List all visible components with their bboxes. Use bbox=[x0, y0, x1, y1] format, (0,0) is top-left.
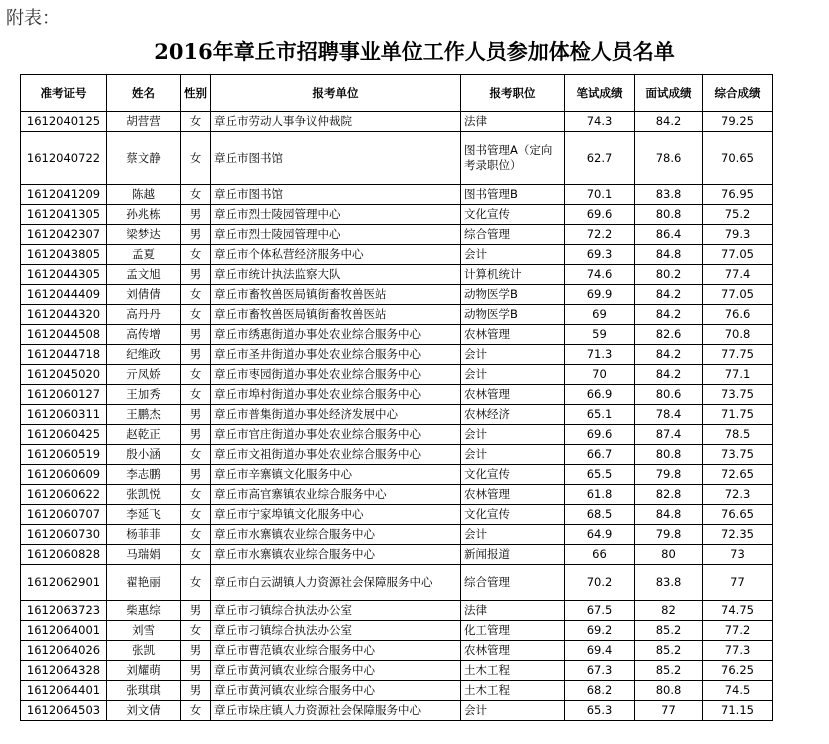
cell-interview-score: 79.8 bbox=[635, 465, 703, 485]
cell-exam-number: 1612060425 bbox=[21, 425, 107, 445]
cell-total-score: 75.2 bbox=[703, 205, 773, 225]
cell-interview-score: 87.4 bbox=[635, 425, 703, 445]
cell-unit: 章丘市烈士陵园管理中心 bbox=[211, 205, 461, 225]
cell-position: 动物医学B bbox=[461, 285, 565, 305]
cell-exam-number: 1612042307 bbox=[21, 225, 107, 245]
cell-written-score: 64.9 bbox=[565, 525, 635, 545]
table-row bbox=[21, 205, 773, 225]
cell-position: 农林管理 bbox=[461, 325, 565, 345]
cell-unit: 章丘市刁镇综合执法办公室 bbox=[211, 621, 461, 641]
cell-unit: 章丘市烈士陵园管理中心 bbox=[211, 225, 461, 245]
cell-interview-score: 82.8 bbox=[635, 485, 703, 505]
cell-interview-score: 78.6 bbox=[635, 132, 703, 185]
cell-gender: 女 bbox=[181, 545, 211, 565]
cell-name: 高传增 bbox=[107, 325, 181, 345]
cell-name: 李志鹏 bbox=[107, 465, 181, 485]
cell-gender: 男 bbox=[181, 225, 211, 245]
cell-interview-score: 84.2 bbox=[635, 365, 703, 385]
cell-gender: 女 bbox=[181, 385, 211, 405]
cell-written-score: 65.5 bbox=[565, 465, 635, 485]
cell-interview-score: 79.8 bbox=[635, 525, 703, 545]
cell-total-score: 77.2 bbox=[703, 621, 773, 641]
cell-total-score: 76.65 bbox=[703, 505, 773, 525]
cell-gender: 男 bbox=[181, 345, 211, 365]
cell-gender: 女 bbox=[181, 445, 211, 465]
cell-exam-number: 1612044409 bbox=[21, 285, 107, 305]
cell-written-score: 69 bbox=[565, 305, 635, 325]
cell-interview-score: 80.2 bbox=[635, 265, 703, 285]
cell-name: 胡营营 bbox=[107, 112, 181, 132]
cell-written-score: 70 bbox=[565, 365, 635, 385]
cell-exam-number: 1612043805 bbox=[21, 245, 107, 265]
cell-gender: 男 bbox=[181, 681, 211, 701]
cell-name: 刘文倩 bbox=[107, 701, 181, 721]
cell-gender: 女 bbox=[181, 132, 211, 185]
cell-written-score: 61.8 bbox=[565, 485, 635, 505]
cell-unit: 章丘市统计执法监察大队 bbox=[211, 265, 461, 285]
cell-unit: 章丘市曹范镇农业综合服务中心 bbox=[211, 641, 461, 661]
cell-position: 动物医学B bbox=[461, 305, 565, 325]
cell-gender: 女 bbox=[181, 621, 211, 641]
cell-interview-score: 85.2 bbox=[635, 621, 703, 641]
cell-total-score: 73.75 bbox=[703, 385, 773, 405]
cell-unit: 章丘市圣井街道办事处农业综合服务中心 bbox=[211, 345, 461, 365]
table-row bbox=[21, 385, 773, 405]
cell-position: 综合管理 bbox=[461, 225, 565, 245]
cell-gender: 男 bbox=[181, 601, 211, 621]
table-row bbox=[21, 345, 773, 365]
cell-exam-number: 1612060127 bbox=[21, 385, 107, 405]
cell-exam-number: 1612060519 bbox=[21, 445, 107, 465]
cell-gender: 女 bbox=[181, 305, 211, 325]
cell-interview-score: 77 bbox=[635, 701, 703, 721]
cell-name: 张凯 bbox=[107, 641, 181, 661]
cell-exam-number: 1612041209 bbox=[21, 185, 107, 205]
cell-written-score: 69.6 bbox=[565, 425, 635, 445]
header-total-score: 综合成绩 bbox=[703, 75, 773, 112]
cell-written-score: 59 bbox=[565, 325, 635, 345]
cell-exam-number: 1612041305 bbox=[21, 205, 107, 225]
cell-interview-score: 83.8 bbox=[635, 565, 703, 601]
cell-interview-score: 84.2 bbox=[635, 285, 703, 305]
table-row bbox=[21, 621, 773, 641]
cell-gender: 女 bbox=[181, 365, 211, 385]
cell-unit: 章丘市宁家埠镇文化服务中心 bbox=[211, 505, 461, 525]
cell-interview-score: 82.6 bbox=[635, 325, 703, 345]
cell-written-score: 74.3 bbox=[565, 112, 635, 132]
cell-written-score: 70.2 bbox=[565, 565, 635, 601]
cell-name: 柴惠综 bbox=[107, 601, 181, 621]
cell-gender: 男 bbox=[181, 205, 211, 225]
cell-written-score: 68.5 bbox=[565, 505, 635, 525]
cell-name: 亓凤娇 bbox=[107, 365, 181, 385]
table-header-row bbox=[21, 75, 773, 112]
table-row bbox=[21, 425, 773, 445]
cell-unit: 章丘市刁镇综合执法办公室 bbox=[211, 601, 461, 621]
cell-unit: 章丘市埠村街道办事处农业综合服务中心 bbox=[211, 385, 461, 405]
cell-total-score: 74.5 bbox=[703, 681, 773, 701]
cell-total-score: 72.35 bbox=[703, 525, 773, 545]
cell-name: 陈越 bbox=[107, 185, 181, 205]
cell-gender: 男 bbox=[181, 465, 211, 485]
cell-exam-number: 1612063723 bbox=[21, 601, 107, 621]
header-unit: 报考单位 bbox=[211, 75, 461, 112]
cell-written-score: 69.4 bbox=[565, 641, 635, 661]
cell-total-score: 70.8 bbox=[703, 325, 773, 345]
cell-unit: 章丘市水寨镇农业综合服务中心 bbox=[211, 545, 461, 565]
cell-interview-score: 80.8 bbox=[635, 205, 703, 225]
cell-written-score: 70.1 bbox=[565, 185, 635, 205]
cell-interview-score: 85.2 bbox=[635, 661, 703, 681]
cell-gender: 女 bbox=[181, 245, 211, 265]
cell-name: 殷小涵 bbox=[107, 445, 181, 465]
cell-name: 张琪琪 bbox=[107, 681, 181, 701]
cell-total-score: 77.4 bbox=[703, 265, 773, 285]
cell-name: 李延飞 bbox=[107, 505, 181, 525]
cell-interview-score: 80.6 bbox=[635, 385, 703, 405]
cell-total-score: 72.65 bbox=[703, 465, 773, 485]
cell-name: 翟艳丽 bbox=[107, 565, 181, 601]
cell-written-score: 74.6 bbox=[565, 265, 635, 285]
table-row bbox=[21, 225, 773, 245]
table-row bbox=[21, 305, 773, 325]
table-row bbox=[21, 641, 773, 661]
cell-total-score: 72.3 bbox=[703, 485, 773, 505]
table-row bbox=[21, 701, 773, 721]
table-row bbox=[21, 245, 773, 265]
cell-total-score: 73.75 bbox=[703, 445, 773, 465]
cell-total-score: 77.3 bbox=[703, 641, 773, 661]
table-row bbox=[21, 265, 773, 285]
cell-exam-number: 1612044718 bbox=[21, 345, 107, 365]
candidate-table bbox=[20, 74, 773, 721]
cell-position: 法律 bbox=[461, 601, 565, 621]
cell-name: 刘倩倩 bbox=[107, 285, 181, 305]
header-position: 报考职位 bbox=[461, 75, 565, 112]
table-row bbox=[21, 112, 773, 132]
cell-written-score: 69.9 bbox=[565, 285, 635, 305]
cell-name: 刘耀萌 bbox=[107, 661, 181, 681]
table-row bbox=[21, 445, 773, 465]
cell-position: 综合管理 bbox=[461, 565, 565, 601]
cell-position: 会计 bbox=[461, 245, 565, 265]
cell-gender: 女 bbox=[181, 565, 211, 601]
cell-name: 高丹丹 bbox=[107, 305, 181, 325]
cell-total-score: 78.5 bbox=[703, 425, 773, 445]
cell-position: 文化宣传 bbox=[461, 205, 565, 225]
cell-unit: 章丘市黄河镇农业综合服务中心 bbox=[211, 661, 461, 681]
cell-unit: 章丘市劳动人事争议仲裁院 bbox=[211, 112, 461, 132]
table-row bbox=[21, 285, 773, 305]
cell-written-score: 65.3 bbox=[565, 701, 635, 721]
cell-interview-score: 84.8 bbox=[635, 505, 703, 525]
cell-unit: 章丘市黄河镇农业综合服务中心 bbox=[211, 681, 461, 701]
cell-interview-score: 84.2 bbox=[635, 345, 703, 365]
cell-written-score: 66.9 bbox=[565, 385, 635, 405]
cell-unit: 章丘市畜牧兽医局镇街畜牧兽医站 bbox=[211, 285, 461, 305]
table-row bbox=[21, 405, 773, 425]
cell-gender: 女 bbox=[181, 701, 211, 721]
cell-gender: 女 bbox=[181, 112, 211, 132]
table-row bbox=[21, 525, 773, 545]
cell-unit: 章丘市个体私营经济服务中心 bbox=[211, 245, 461, 265]
cell-exam-number: 1612060828 bbox=[21, 545, 107, 565]
cell-exam-number: 1612044305 bbox=[21, 265, 107, 285]
cell-interview-score: 85.2 bbox=[635, 641, 703, 661]
cell-name: 赵乾正 bbox=[107, 425, 181, 445]
cell-position: 农林管理 bbox=[461, 385, 565, 405]
table-row bbox=[21, 465, 773, 485]
cell-gender: 女 bbox=[181, 285, 211, 305]
cell-total-score: 76.95 bbox=[703, 185, 773, 205]
cell-exam-number: 1612040722 bbox=[21, 132, 107, 185]
cell-written-score: 67.5 bbox=[565, 601, 635, 621]
cell-position: 图书管理A（定向考录职位） bbox=[461, 132, 565, 185]
cell-gender: 男 bbox=[181, 425, 211, 445]
cell-gender: 女 bbox=[181, 525, 211, 545]
table-row bbox=[21, 681, 773, 701]
cell-position: 文化宣传 bbox=[461, 465, 565, 485]
cell-written-score: 69.3 bbox=[565, 245, 635, 265]
cell-position: 化工管理 bbox=[461, 621, 565, 641]
cell-position: 农林经济 bbox=[461, 405, 565, 425]
cell-exam-number: 1612060730 bbox=[21, 525, 107, 545]
cell-written-score: 69.6 bbox=[565, 205, 635, 225]
cell-exam-number: 1612064026 bbox=[21, 641, 107, 661]
cell-exam-number: 1612064001 bbox=[21, 621, 107, 641]
cell-written-score: 68.2 bbox=[565, 681, 635, 701]
cell-gender: 女 bbox=[181, 485, 211, 505]
cell-position: 农林管理 bbox=[461, 641, 565, 661]
cell-exam-number: 1612044508 bbox=[21, 325, 107, 345]
cell-interview-score: 86.4 bbox=[635, 225, 703, 245]
cell-unit: 章丘市水寨镇农业综合服务中心 bbox=[211, 525, 461, 545]
cell-written-score: 65.1 bbox=[565, 405, 635, 425]
cell-gender: 男 bbox=[181, 641, 211, 661]
table-row bbox=[21, 545, 773, 565]
cell-exam-number: 1612060622 bbox=[21, 485, 107, 505]
cell-gender: 女 bbox=[181, 505, 211, 525]
cell-interview-score: 80.8 bbox=[635, 681, 703, 701]
cell-total-score: 77.1 bbox=[703, 365, 773, 385]
cell-written-score: 62.7 bbox=[565, 132, 635, 185]
table-row bbox=[21, 185, 773, 205]
cell-interview-score: 80 bbox=[635, 545, 703, 565]
cell-exam-number: 1612060311 bbox=[21, 405, 107, 425]
cell-gender: 女 bbox=[181, 185, 211, 205]
cell-unit: 章丘市枣园街道办事处农业综合服务中心 bbox=[211, 365, 461, 385]
cell-exam-number: 1612062901 bbox=[21, 565, 107, 601]
header-gender: 性别 bbox=[181, 75, 211, 112]
cell-name: 孟夏 bbox=[107, 245, 181, 265]
cell-name: 孙兆栋 bbox=[107, 205, 181, 225]
header-name: 姓名 bbox=[107, 75, 181, 112]
cell-exam-number: 1612064503 bbox=[21, 701, 107, 721]
cell-total-score: 77 bbox=[703, 565, 773, 601]
cell-written-score: 66.7 bbox=[565, 445, 635, 465]
cell-unit: 章丘市白云湖镇人力资源社会保障服务中心 bbox=[211, 565, 461, 601]
cell-exam-number: 1612060707 bbox=[21, 505, 107, 525]
cell-gender: 男 bbox=[181, 405, 211, 425]
table-row bbox=[21, 485, 773, 505]
cell-position: 会计 bbox=[461, 525, 565, 545]
cell-position: 图书管理B bbox=[461, 185, 565, 205]
cell-name: 孟文旭 bbox=[107, 265, 181, 285]
cell-total-score: 74.75 bbox=[703, 601, 773, 621]
cell-total-score: 70.65 bbox=[703, 132, 773, 185]
cell-name: 杨菲菲 bbox=[107, 525, 181, 545]
cell-name: 马瑞娟 bbox=[107, 545, 181, 565]
table-row bbox=[21, 325, 773, 345]
table-row bbox=[21, 505, 773, 525]
cell-total-score: 71.15 bbox=[703, 701, 773, 721]
cell-unit: 章丘市绣惠街道办事处农业综合服务中心 bbox=[211, 325, 461, 345]
cell-name: 纪维政 bbox=[107, 345, 181, 365]
cell-total-score: 76.6 bbox=[703, 305, 773, 325]
cell-gender: 男 bbox=[181, 265, 211, 285]
cell-total-score: 79.25 bbox=[703, 112, 773, 132]
cell-unit: 章丘市畜牧兽医局镇街畜牧兽医站 bbox=[211, 305, 461, 325]
table-row bbox=[21, 565, 773, 601]
cell-unit: 章丘市高官寨镇农业综合服务中心 bbox=[211, 485, 461, 505]
cell-interview-score: 84.2 bbox=[635, 305, 703, 325]
page-title: 2016年章丘市招聘事业单位工作人员参加体检人员名单 bbox=[154, 39, 675, 64]
cell-position: 会计 bbox=[461, 425, 565, 445]
cell-exam-number: 1612040125 bbox=[21, 112, 107, 132]
cell-exam-number: 1612064328 bbox=[21, 661, 107, 681]
cell-exam-number: 1612060609 bbox=[21, 465, 107, 485]
cell-name: 王鹏杰 bbox=[107, 405, 181, 425]
cell-total-score: 77.05 bbox=[703, 245, 773, 265]
cell-unit: 章丘市普集街道办事处经济发展中心 bbox=[211, 405, 461, 425]
cell-exam-number: 1612064401 bbox=[21, 681, 107, 701]
cell-unit: 章丘市文祖街道办事处农业综合服务中心 bbox=[211, 445, 461, 465]
cell-interview-score: 78.4 bbox=[635, 405, 703, 425]
cell-total-score: 71.75 bbox=[703, 405, 773, 425]
cell-position: 新闻报道 bbox=[461, 545, 565, 565]
cell-interview-score: 83.8 bbox=[635, 185, 703, 205]
cell-unit: 章丘市垛庄镇人力资源社会保障服务中心 bbox=[211, 701, 461, 721]
cell-position: 土木工程 bbox=[461, 661, 565, 681]
cell-unit: 章丘市图书馆 bbox=[211, 132, 461, 185]
cell-position: 会计 bbox=[461, 365, 565, 385]
cell-name: 蔡文静 bbox=[107, 132, 181, 185]
table-row bbox=[21, 661, 773, 681]
cell-unit: 章丘市图书馆 bbox=[211, 185, 461, 205]
cell-exam-number: 1612044320 bbox=[21, 305, 107, 325]
cell-name: 梁梦达 bbox=[107, 225, 181, 245]
cell-name: 张凯悦 bbox=[107, 485, 181, 505]
table-row bbox=[21, 132, 773, 185]
cell-name: 刘雪 bbox=[107, 621, 181, 641]
cell-total-score: 73 bbox=[703, 545, 773, 565]
cell-total-score: 77.75 bbox=[703, 345, 773, 365]
cell-written-score: 69.2 bbox=[565, 621, 635, 641]
cell-name: 王加秀 bbox=[107, 385, 181, 405]
cell-position: 文化宣传 bbox=[461, 505, 565, 525]
cell-position: 土木工程 bbox=[461, 681, 565, 701]
cell-exam-number: 1612045020 bbox=[21, 365, 107, 385]
cell-gender: 男 bbox=[181, 661, 211, 681]
table-row bbox=[21, 601, 773, 621]
cell-gender: 男 bbox=[181, 325, 211, 345]
header-interview-score: 面试成绩 bbox=[635, 75, 703, 112]
cell-total-score: 79.3 bbox=[703, 225, 773, 245]
cell-interview-score: 82 bbox=[635, 601, 703, 621]
cell-position: 计算机统计 bbox=[461, 265, 565, 285]
cell-written-score: 67.3 bbox=[565, 661, 635, 681]
cell-written-score: 66 bbox=[565, 545, 635, 565]
cell-interview-score: 80.8 bbox=[635, 445, 703, 465]
cell-position: 会计 bbox=[461, 345, 565, 365]
cell-total-score: 77.05 bbox=[703, 285, 773, 305]
cell-position: 农林管理 bbox=[461, 485, 565, 505]
cell-unit: 章丘市辛寨镇文化服务中心 bbox=[211, 465, 461, 485]
appendix-label: 附表： bbox=[6, 8, 60, 29]
header-written-score: 笔试成绩 bbox=[565, 75, 635, 112]
cell-unit: 章丘市官庄街道办事处农业综合服务中心 bbox=[211, 425, 461, 445]
cell-total-score: 76.25 bbox=[703, 661, 773, 681]
cell-written-score: 71.3 bbox=[565, 345, 635, 365]
header-exam-number: 准考证号 bbox=[21, 75, 107, 112]
cell-position: 会计 bbox=[461, 701, 565, 721]
cell-position: 法律 bbox=[461, 112, 565, 132]
cell-interview-score: 84.2 bbox=[635, 112, 703, 132]
cell-interview-score: 84.8 bbox=[635, 245, 703, 265]
cell-position: 会计 bbox=[461, 445, 565, 465]
cell-written-score: 72.2 bbox=[565, 225, 635, 245]
table-row bbox=[21, 365, 773, 385]
